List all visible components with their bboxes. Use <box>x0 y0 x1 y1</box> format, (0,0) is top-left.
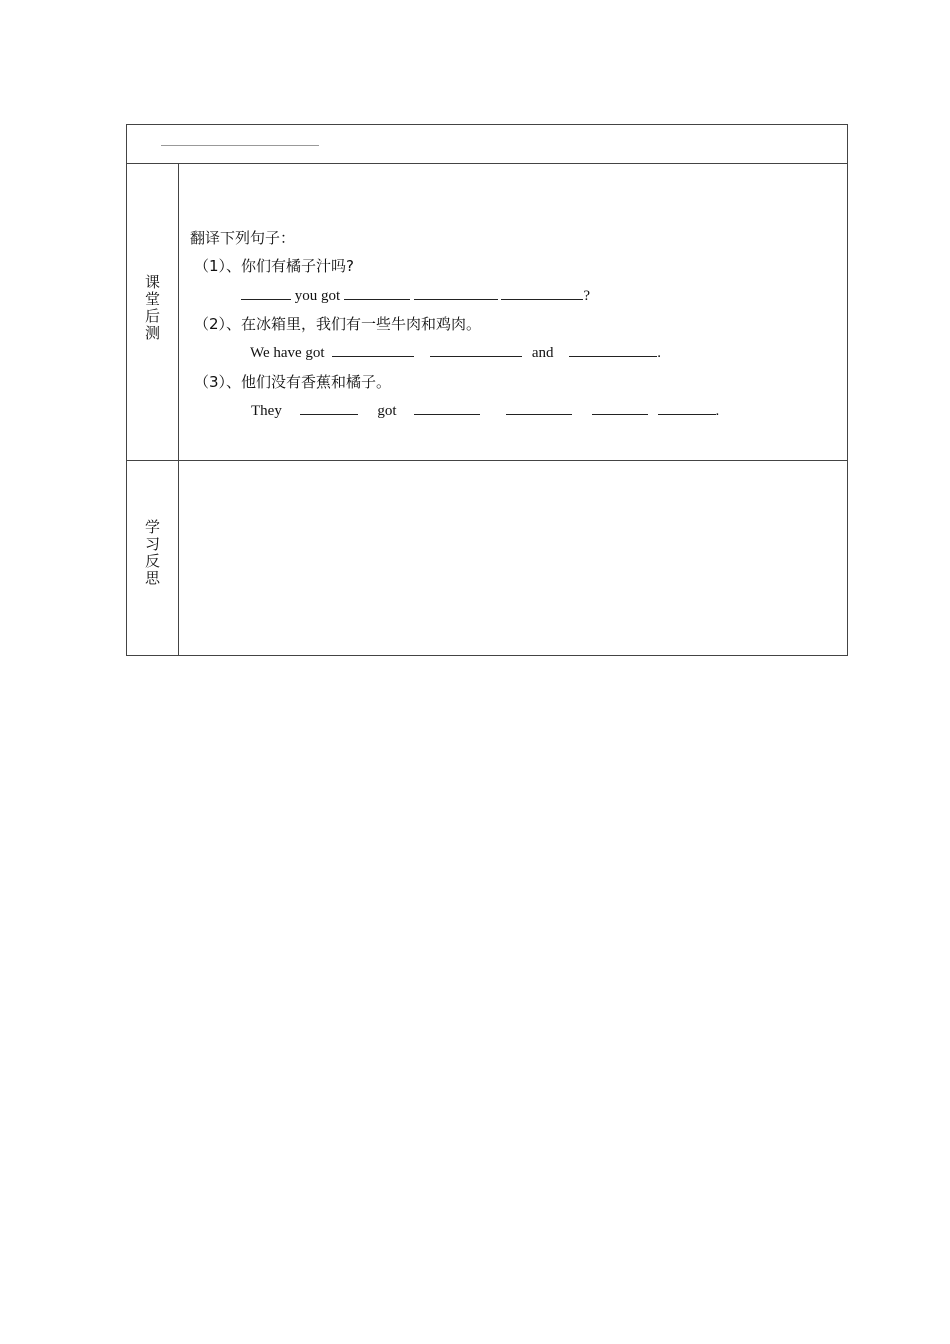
answer-blank[interactable] <box>241 287 291 300</box>
reflection-label <box>127 519 178 587</box>
after-class-test-row <box>127 163 847 461</box>
worksheet-table <box>126 124 848 656</box>
answer-blank[interactable] <box>332 344 414 357</box>
question-2-answer-line <box>250 344 661 362</box>
question-3-prompt: （3）、他们没有香蕉和橘子。 <box>194 373 392 391</box>
answer-end: . <box>715 403 720 419</box>
answer-word: you got <box>294 288 341 304</box>
answer-word: They <box>251 403 282 419</box>
question-1-prompt: （1）、你们有橘子汁吗? <box>194 257 355 275</box>
answer-blank[interactable] <box>592 402 648 415</box>
label-char: 测 <box>144 324 160 342</box>
table-header-row <box>127 125 847 164</box>
question-1-answer-line <box>241 287 590 305</box>
label-char: 思 <box>144 569 160 587</box>
answer-word: We have got <box>250 345 325 361</box>
label-char: 学 <box>144 518 160 536</box>
answer-blank[interactable] <box>658 402 716 415</box>
answer-blank[interactable] <box>344 287 410 300</box>
reflection-writing-area[interactable] <box>179 460 847 655</box>
instruction-text: 翻译下列句子： <box>190 229 296 247</box>
after-class-test-label <box>127 274 178 342</box>
label-char: 习 <box>144 535 160 553</box>
answer-word: got <box>377 403 397 419</box>
answer-blank[interactable] <box>300 402 358 415</box>
answer-blank[interactable] <box>506 402 572 415</box>
reflection-row <box>127 460 847 655</box>
header-underline <box>161 145 319 146</box>
answer-word: and <box>531 345 554 361</box>
answer-blank[interactable] <box>430 344 522 357</box>
answer-end: ? <box>583 288 591 304</box>
label-char: 堂 <box>144 290 160 308</box>
answer-blank[interactable] <box>414 287 498 300</box>
label-char: 反 <box>144 552 160 570</box>
answer-end: . <box>657 345 662 361</box>
question-2-prompt: （2）、在冰箱里，我们有一些牛肉和鸡肉。 <box>194 315 482 333</box>
answer-blank[interactable] <box>414 402 480 415</box>
question-3-answer-line <box>251 402 719 420</box>
label-char: 后 <box>144 307 160 325</box>
answer-blank[interactable] <box>569 344 657 357</box>
answer-blank[interactable] <box>501 287 583 300</box>
label-char: 课 <box>144 273 160 291</box>
